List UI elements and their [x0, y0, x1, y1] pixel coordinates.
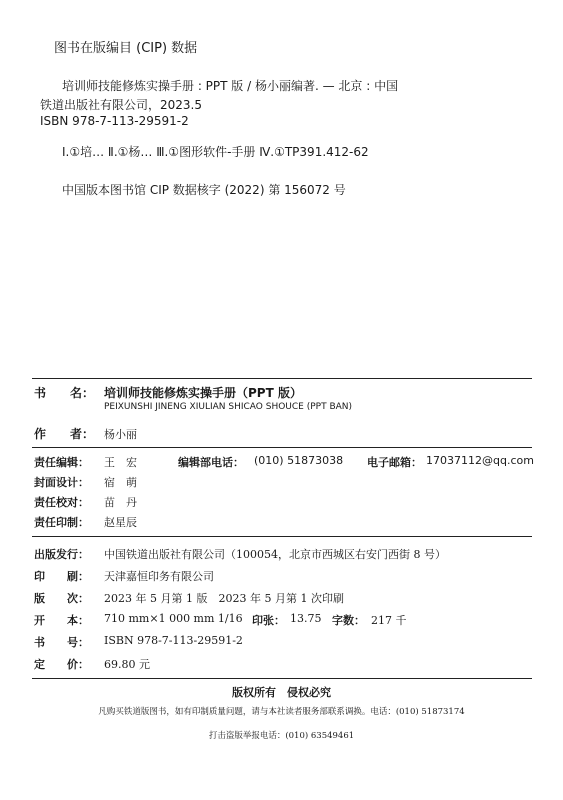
editorial-phone-label: 编辑部电话：: [178, 456, 244, 469]
author-name: 杨小丽: [104, 428, 137, 441]
cip-description-line-2: 铁道出版社有限公司，2023.5: [40, 98, 202, 112]
divider-staff: [32, 447, 532, 448]
editor-name: 王 宏: [104, 456, 137, 469]
word-count-label: 字数：: [332, 614, 365, 627]
rights-notice: 版权所有 侵权必究: [232, 686, 331, 699]
email-label: 电子邮箱：: [367, 456, 422, 469]
anti-piracy-phone: 打击盗版举报电话：(010) 63549461: [208, 731, 355, 741]
cover-design-label: 封面设计：: [34, 476, 89, 489]
edition: 2023 年 5 月第 1 版 2023 年 5 月第 1 次印刷: [104, 592, 344, 605]
book-number: ISBN 978-7-113-29591-2: [104, 634, 243, 647]
cover-designer: 宿 萌: [104, 476, 137, 489]
cip-subject-classification: Ⅰ.①培… Ⅱ.①杨… Ⅲ.①图形软件-手册 Ⅳ.①TP391.412-62: [62, 145, 369, 159]
printer: 天津嘉恒印务有限公司: [104, 570, 214, 583]
word-count: 217 千: [371, 614, 407, 627]
editorial-phone: (010) 51873038: [254, 454, 344, 467]
replacement-notice: 凡购买铁道版图书，如有印制质量问题，请与本社读者服务部联系调换。电话：(010) 51873174: [98, 707, 465, 717]
print-manager: 赵星辰: [104, 516, 137, 529]
book-title: 培训师技能修炼实操手册（PPT 版）: [104, 386, 302, 400]
printer-label: 印 刷：: [34, 570, 89, 583]
cip-heading: 图书在版编目 (CIP) 数据: [54, 41, 198, 56]
email-address: 17037112@qq.com: [426, 454, 534, 467]
divider-top: [32, 378, 532, 379]
proofreader-label: 责任校对：: [34, 496, 89, 509]
book-number-label: 书 号：: [34, 636, 89, 649]
publisher: 中国铁道出版社有限公司（100054，北京市西城区右安门西街 8 号）: [104, 548, 446, 561]
price-label: 定 价：: [34, 658, 89, 671]
cip-record-number: 中国版本图书馆 CIP 数据核字 (2022) 第 156072 号: [62, 183, 346, 197]
format: 710 mm×1 000 mm 1/16: [104, 612, 243, 625]
edition-label: 版 次：: [34, 592, 89, 605]
title-label: 书 名：: [34, 386, 95, 400]
proofreader: 苗 丹: [104, 496, 137, 509]
author-label: 作 者：: [34, 427, 95, 441]
editor-label: 责任编辑：: [34, 456, 89, 469]
format-label: 开 本：: [34, 614, 89, 627]
divider-bottom: [32, 678, 532, 679]
sheets: 13.75: [290, 612, 322, 625]
book-title-pinyin: PEIXUNSHI JINENG XIULIAN SHICAO SHOUCE (PPT BAN): [104, 402, 353, 412]
print-manager-label: 责任印制：: [34, 516, 89, 529]
cip-isbn: ISBN 978-7-113-29591-2: [40, 114, 189, 128]
publisher-label: 出版发行：: [34, 548, 89, 561]
sheets-label: 印张：: [252, 614, 285, 627]
price: 69.80 元: [104, 658, 150, 671]
cip-description-line-1: 培训师技能修炼实操手册 : PPT 版 / 杨小丽编著. — 北京 : 中国: [62, 79, 399, 93]
divider-publishing: [32, 536, 532, 537]
